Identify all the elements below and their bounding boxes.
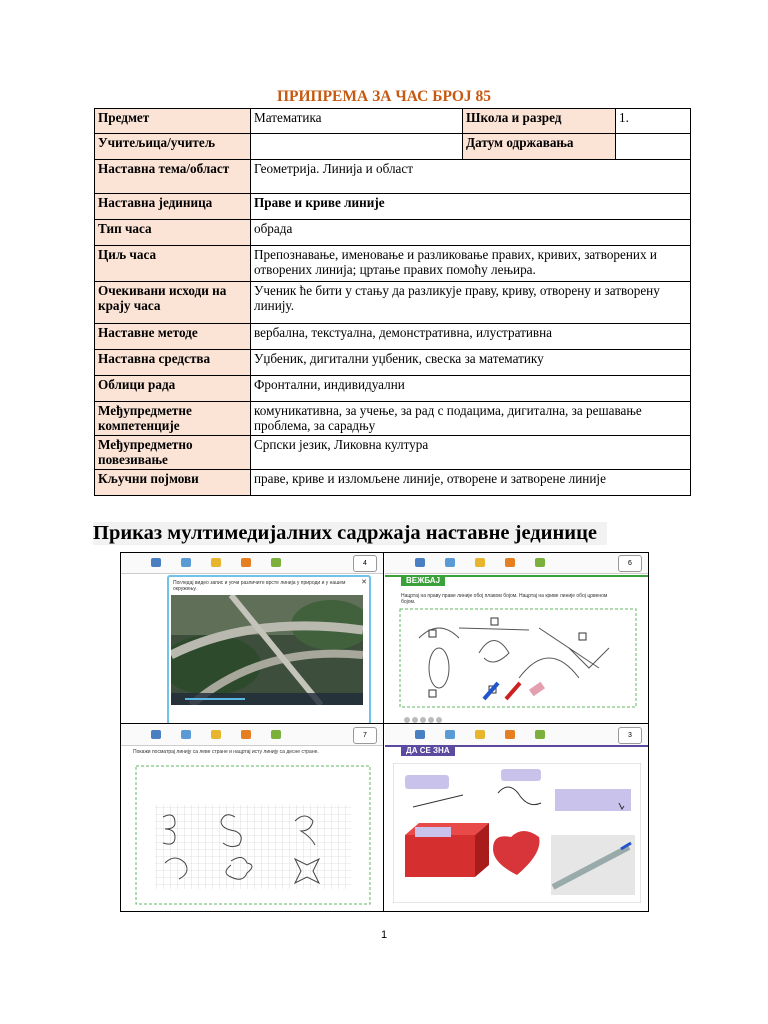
tools-icon[interactable] [271,558,281,567]
subject-value: Математика [251,109,463,134]
video-window [167,575,371,723]
toolbar [385,553,648,574]
music-icon[interactable] [211,558,221,567]
multimedia-gallery [120,552,649,912]
illustration[interactable] [393,763,641,903]
lesson-prep-table [94,108,691,496]
book-icon[interactable] [415,730,425,739]
goal-label: Циљ часа [95,246,251,282]
page-indicator[interactable]: 6 [618,555,642,572]
book-icon[interactable] [151,558,161,567]
pencil-icon[interactable] [241,558,251,567]
forms-value: Фронтални, индивидуални [251,376,691,402]
music-icon[interactable] [475,730,485,739]
terms-label: Кључни појмови [95,470,251,496]
music-icon[interactable] [475,558,485,567]
type-label: Тип часа [95,220,251,246]
school-label: Школа и разред [463,109,616,134]
grid-instruction: Покажи посматрај линију са леве стране и нацртај исту линију са десне стране. [133,749,319,755]
competences-value: комуникативна, за учење, за рад с подацима, дигитална, за решавање проблема, за сарадњу [251,402,691,436]
multimedia-heading: Приказ мултимедијалних садржаја наставне јединице [93,522,607,545]
terms-value: праве, криве и изломљене линије, отворене и затворене линије [251,470,691,496]
methods-value: вербална, текстуална, демонстративна, илустративна [251,324,691,350]
book-icon[interactable] [151,730,161,739]
competences-label: Међупредметне компетенције [95,402,251,436]
video-frame[interactable] [171,595,363,705]
grid-exercise[interactable] [135,765,371,905]
methods-label: Наставне методе [95,324,251,350]
links-value: Српски језик, Ликовна култура [251,436,691,470]
exercise-instruction: Нацртај на праву праве линије обој плавом бојом. Нацртај на криве линије обој црвеном бојом. [401,593,608,605]
exercise-badge: ВЕЖБАЈ [401,575,445,586]
tools-icon[interactable] [535,558,545,567]
know-badge: ДА СЕ ЗНА [401,745,455,756]
date-value [616,134,691,160]
video-icon[interactable] [445,730,455,739]
gallery-divider-vertical [383,553,384,911]
video-icon[interactable] [181,730,191,739]
video-icon[interactable] [181,558,191,567]
subject-label: Предмет [95,109,251,134]
forms-label: Облици рада [95,376,251,402]
toolbar [121,725,383,746]
music-icon[interactable] [211,730,221,739]
unit-label: Наставна јединица [95,194,251,220]
toolbar [121,553,383,574]
outcomes-value: Ученик ће бити у стању да разликује праву, криву, отворену и затворену линију. [251,282,691,324]
panel-video [121,553,383,723]
page-number: 1 [380,929,388,941]
unit-value: Праве и криве линије [251,194,691,220]
video-instruction: Погледај видео запис и уочи различите врсте линија у природи и у нашем окружењу. [173,580,346,592]
page-indicator[interactable]: 4 [353,555,377,572]
topic-value: Геометрија. Линија и област [251,160,691,194]
goal-value: Препознавање, именовање и разликовање правих, кривих, затворених и отворених линија; цртање правих помоћу лењира. [251,246,691,282]
page-indicator[interactable]: 3 [618,727,642,744]
means-value: Уџбеник, дигитални уџбеник, свеска за математику [251,350,691,376]
tools-icon[interactable] [271,730,281,739]
links-label: Међупредметно повезивање [95,436,251,470]
dots-nav[interactable] [403,711,443,719]
means-label: Наставна средства [95,350,251,376]
video-icon[interactable] [445,558,455,567]
pencil-icon[interactable] [505,558,515,567]
gallery-divider-horizontal [121,723,648,724]
outcomes-label: Очекивани исходи на крају часа [95,282,251,324]
pencil-icon[interactable] [241,730,251,739]
panel-know [385,725,648,911]
panel-grid [121,725,383,911]
close-icon[interactable]: ✕ [361,579,367,586]
panel-exercise [385,553,648,723]
toolbar [385,725,648,746]
date-label: Датум одржавања [463,134,616,160]
book-icon[interactable] [415,558,425,567]
document-title: ПРИПРЕМА ЗА ЧАС БРОЈ 85 [276,88,492,105]
teacher-value [251,134,463,160]
pencil-tools-icon[interactable] [480,679,550,701]
school-value: 1. [616,109,691,134]
teacher-label: Учитељица/учитељ [95,134,251,160]
pencil-icon[interactable] [505,730,515,739]
type-value: обрада [251,220,691,246]
tools-icon[interactable] [535,730,545,739]
topic-label: Наставна тема/област [95,160,251,194]
page-indicator[interactable]: 7 [353,727,377,744]
